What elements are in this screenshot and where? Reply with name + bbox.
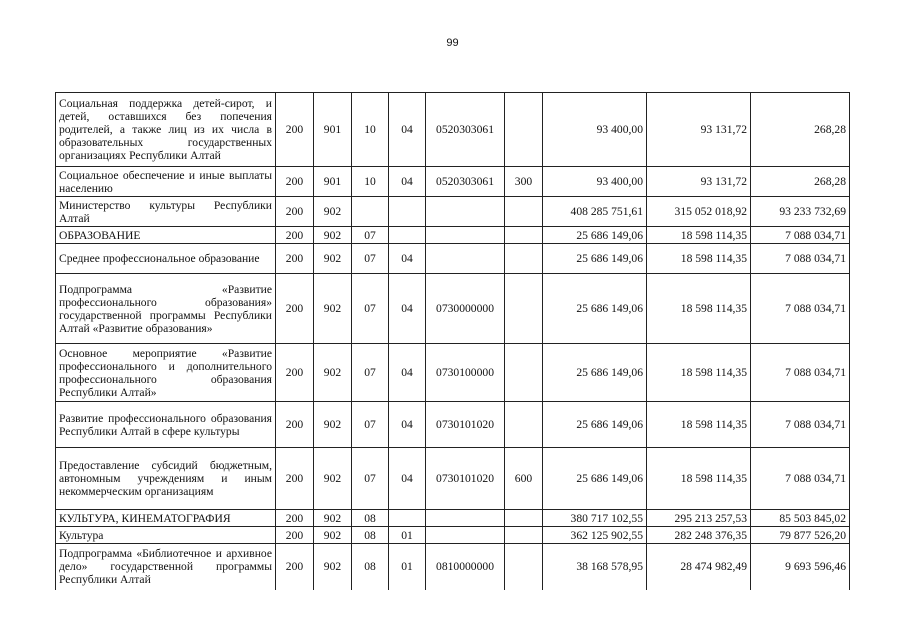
subsection-code-cell [389,510,426,527]
page-number: 99 [446,37,459,49]
amount-remaining-cell: 79 877 526,20 [751,527,850,544]
table-row [56,402,850,448]
target-article-cell [426,197,505,227]
section-code-cell: 07 [352,448,389,510]
table-row [56,544,850,590]
expense-type-cell [505,344,543,402]
expense-type-cell [505,93,543,167]
ministry-code-cell: 902 [314,197,352,227]
amount-remaining-cell: 268,28 [751,167,850,197]
section-code-cell: 08 [352,527,389,544]
ministry-code-cell: 902 [314,527,352,544]
budget-table [55,92,850,590]
subsection-code-cell: 04 [389,344,426,402]
amount-planned-cell: 25 686 149,06 [543,448,647,510]
amount-remaining-cell: 7 088 034,71 [751,448,850,510]
code-cell: 200 [276,274,314,344]
section-code-cell: 10 [352,167,389,197]
amount-executed-cell: 93 131,72 [647,167,751,197]
target-article-cell [426,510,505,527]
section-code-cell [352,197,389,227]
amount-remaining-cell: 7 088 034,71 [751,244,850,274]
code-cell: 200 [276,197,314,227]
row-name-cell: Основное мероприятие «Развитие профессионального и дополнительного профессионального образования Республики Алтай» [56,344,276,402]
amount-executed-cell: 315 052 018,92 [647,197,751,227]
table-row [56,244,850,274]
section-code-cell: 07 [352,344,389,402]
row-name-cell: Социальное обеспечение и иные выплаты населению [56,167,276,197]
row-name-cell: Министерство культуры Республики Алтай [56,197,276,227]
section-code-cell: 07 [352,244,389,274]
subsection-code-cell: 01 [389,527,426,544]
code-cell: 200 [276,527,314,544]
row-name-cell: Подпрограмма «Библиотечное и архивное дело» государственной программы Республики Алтай [56,544,276,590]
amount-executed-cell: 93 131,72 [647,93,751,167]
code-cell: 200 [276,510,314,527]
row-name-cell: Развитие профессионального образования Республики Алтай в сфере культуры [56,402,276,448]
section-code-cell: 08 [352,544,389,590]
amount-executed-cell: 28 474 982,49 [647,544,751,590]
amount-planned-cell: 25 686 149,06 [543,402,647,448]
amount-planned-cell: 38 168 578,95 [543,544,647,590]
expense-type-cell [505,544,543,590]
target-article-cell: 0730100000 [426,344,505,402]
target-article-cell: 0730000000 [426,274,505,344]
amount-remaining-cell: 268,28 [751,93,850,167]
amount-executed-cell: 18 598 114,35 [647,344,751,402]
target-article-cell: 0730101020 [426,448,505,510]
ministry-code-cell: 902 [314,448,352,510]
amount-executed-cell: 18 598 114,35 [647,448,751,510]
code-cell: 200 [276,402,314,448]
amount-executed-cell: 18 598 114,35 [647,402,751,448]
expense-type-cell [505,227,543,244]
row-name-cell: КУЛЬТУРА, КИНЕМАТОГРАФИЯ [56,510,276,527]
amount-planned-cell: 25 686 149,06 [543,344,647,402]
row-name-cell: Среднее профессиональное образование [56,244,276,274]
amount-remaining-cell: 7 088 034,71 [751,227,850,244]
code-cell: 200 [276,244,314,274]
table-row [56,527,850,544]
subsection-code-cell: 04 [389,93,426,167]
code-cell: 200 [276,167,314,197]
table-row [56,510,850,527]
subsection-code-cell: 04 [389,274,426,344]
section-code-cell: 10 [352,93,389,167]
ministry-code-cell: 901 [314,93,352,167]
target-article-cell: 0810000000 [426,544,505,590]
table-row [56,197,850,227]
amount-planned-cell: 93 400,00 [543,167,647,197]
table-row [56,227,850,244]
subsection-code-cell [389,197,426,227]
ministry-code-cell: 902 [314,344,352,402]
code-cell: 200 [276,93,314,167]
code-cell: 200 [276,344,314,402]
row-name-cell: Подпрограмма «Развитие профессионального образования» государственной программы Республики Алтай «Развитие образования» [56,274,276,344]
amount-executed-cell: 18 598 114,35 [647,227,751,244]
subsection-code-cell [389,227,426,244]
section-code-cell: 07 [352,402,389,448]
section-code-cell: 07 [352,274,389,344]
amount-executed-cell: 18 598 114,35 [647,274,751,344]
code-cell: 200 [276,544,314,590]
expense-type-cell [505,274,543,344]
table-row [56,93,850,167]
subsection-code-cell: 04 [389,448,426,510]
subsection-code-cell: 04 [389,244,426,274]
code-cell: 200 [276,227,314,244]
row-name-cell: ОБРАЗОВАНИЕ [56,227,276,244]
amount-planned-cell: 25 686 149,06 [543,274,647,344]
row-name-cell: Культура [56,527,276,544]
amount-planned-cell: 408 285 751,61 [543,197,647,227]
expense-type-cell [505,244,543,274]
amount-executed-cell: 295 213 257,53 [647,510,751,527]
expense-type-cell [505,402,543,448]
amount-remaining-cell: 7 088 034,71 [751,344,850,402]
ministry-code-cell: 902 [314,274,352,344]
subsection-code-cell: 04 [389,167,426,197]
amount-remaining-cell: 93 233 732,69 [751,197,850,227]
amount-planned-cell: 25 686 149,06 [543,227,647,244]
amount-executed-cell: 18 598 114,35 [647,244,751,274]
target-article-cell [426,244,505,274]
ministry-code-cell: 902 [314,544,352,590]
ministry-code-cell: 902 [314,244,352,274]
ministry-code-cell: 901 [314,167,352,197]
row-name-cell: Социальная поддержка детей-сирот, и детей, оставшихся без попечения родителей, а также лиц из их числа в образовательных государственных организациях Республики Алтай [56,93,276,167]
expense-type-cell [505,197,543,227]
expense-type-cell: 600 [505,448,543,510]
ministry-code-cell: 902 [314,227,352,244]
target-article-cell: 0520303061 [426,167,505,197]
amount-remaining-cell: 7 088 034,71 [751,402,850,448]
target-article-cell [426,227,505,244]
subsection-code-cell: 04 [389,402,426,448]
amount-planned-cell: 362 125 902,55 [543,527,647,544]
target-article-cell: 0520303061 [426,93,505,167]
amount-remaining-cell: 9 693 596,46 [751,544,850,590]
table-row [56,167,850,197]
target-article-cell [426,527,505,544]
ministry-code-cell: 902 [314,510,352,527]
section-code-cell: 07 [352,227,389,244]
code-cell: 200 [276,448,314,510]
subsection-code-cell: 01 [389,544,426,590]
expense-type-cell: 300 [505,167,543,197]
amount-planned-cell: 25 686 149,06 [543,244,647,274]
amount-planned-cell: 93 400,00 [543,93,647,167]
amount-remaining-cell: 7 088 034,71 [751,274,850,344]
amount-remaining-cell: 85 503 845,02 [751,510,850,527]
target-article-cell: 0730101020 [426,402,505,448]
ministry-code-cell: 902 [314,402,352,448]
section-code-cell: 08 [352,510,389,527]
expense-type-cell [505,510,543,527]
table-row [56,274,850,344]
expense-type-cell [505,527,543,544]
table-row [56,448,850,510]
amount-planned-cell: 380 717 102,55 [543,510,647,527]
row-name-cell: Предоставление субсидий бюджетным, автономным учреждениям и иным некоммерческим организациям [56,448,276,510]
amount-executed-cell: 282 248 376,35 [647,527,751,544]
table-row [56,344,850,402]
